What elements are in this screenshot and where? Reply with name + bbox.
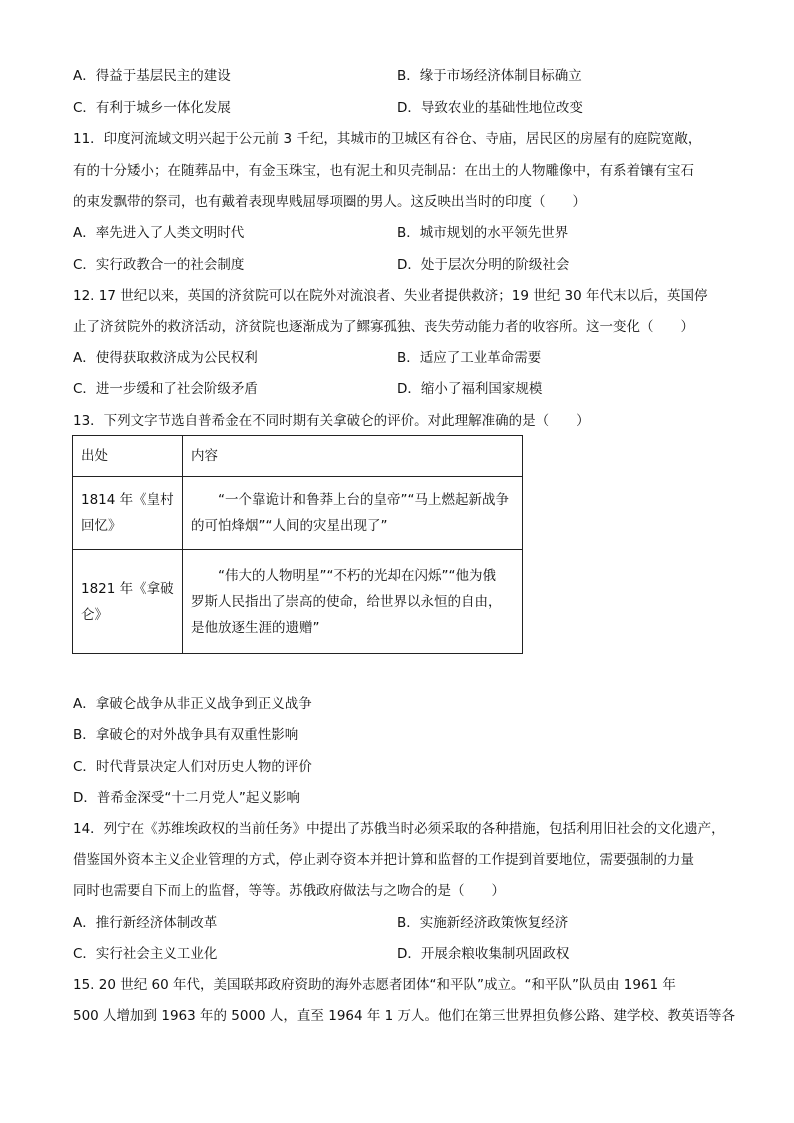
q13-row1-content-line-1: “一个靠诡计和鲁莽上台的皇帝”“马上燃起新战争 [218, 492, 509, 508]
q13-option-a: A．拿破仑战争从非正义战争到正义战争 [73, 696, 312, 712]
q12-option-d: D．缩小了福利国家规模 [397, 381, 543, 397]
q13-option-c: C．时代背景决定人们对历史人物的评价 [73, 759, 312, 775]
q11-stem-line-3: 的束发飘带的祭司，也有戴着表现卑贱屈辱项圈的男人。这反映出当时的印度（ ） [73, 194, 586, 210]
q13-option-d: D．普希金深受“十二月党人”起义影响 [73, 790, 300, 806]
q13-row2-source-line-2: 仑》 [81, 606, 108, 623]
q10-option-d: D．导致农业的基础性地位改变 [397, 100, 583, 116]
q13-row1-source [73, 477, 183, 550]
q13-stem: 13．下列文字节选自普希金在不同时期有关拿破仑的评价。对此理解准确的是（ ） [73, 413, 590, 429]
q12-stem-line-2: 止了济贫院外的救济活动，济贫院也逐渐成为了鳏寡孤独、丧失劳动能力者的收容所。这一变化（ ） [73, 319, 694, 335]
q14-stem-line-1: 14．列宁在《苏维埃政权的当前任务》中提出了苏俄当时必须采取的各种措施，包括利用旧社会的文化遗产， [73, 821, 725, 837]
q12-option-c: C．进一步缓和了社会阶级矛盾 [73, 381, 258, 397]
q14-stem-line-3: 同时也需要自下而上的监督，等等。苏俄政府做法与之吻合的是（ ） [73, 883, 505, 899]
q12-option-a: A．使得获取救济成为公民权利 [73, 350, 258, 366]
q11-stem-line-2: 有的十分矮小；在随葬品中，有金玉珠宝，也有泥土和贝壳制品：在出土的人物雕像中，有系着镶有宝石 [73, 163, 694, 179]
q11-option-d: D．处于层次分明的阶级社会 [397, 257, 570, 273]
q13-table [72, 435, 523, 654]
q10-option-a: A．得益于基层民主的建设 [73, 68, 231, 84]
table-row [73, 477, 523, 550]
q13-row2-source [73, 550, 183, 654]
q13-row1-source-line-2: 回忆》 [81, 518, 122, 534]
q13-option-b: B．拿破仑的对外战争具有双重性影响 [73, 727, 299, 743]
q14-option-d: D．开展余粮收集制巩固政权 [397, 946, 570, 962]
q10-option-c: C．有利于城乡一体化发展 [73, 100, 231, 116]
q13-row2-content-line-2: 罗斯人民指出了崇高的使命，给世界以永恒的自由， [191, 593, 502, 610]
q12-stem-line-1: 12. 17 世纪以来，英国的济贫院可以在院外对流浪者、失业者提供救济；19 世纪 30 年代末以后，英国停 [73, 288, 708, 304]
q11-stem-line-1: 11．印度河流域文明兴起于公元前 3 千纪，其城市的卫城区有谷仓、寺庙，居民区的房屋有的庭院宽敞， [73, 131, 702, 147]
q10-option-b: B．缘于市场经济体制目标确立 [397, 68, 582, 84]
q13-row1-content-line-2: 的可怕烽烟”“人间的灾星出现了” [191, 518, 388, 534]
q14-stem-line-2: 借鉴国外资本主义企业管理的方式，停止剥夺资本并把计算和监督的工作提到首要地位，需要强制的力量 [73, 852, 694, 868]
q14-option-c: C．实行社会主义工业化 [73, 946, 218, 962]
q13-row2-content [183, 550, 523, 654]
q11-option-b: B．城市规划的水平领先世界 [397, 225, 569, 241]
table-row [73, 550, 523, 654]
q15-stem-line-1: 15. 20 世纪 60 年代，美国联邦政府资助的海外志愿者团体“和平队”成立。“和平队”队员由 1961 年 [73, 977, 676, 993]
q11-option-a: A．率先进入了人类文明时代 [73, 225, 245, 241]
q13-row2-content-line-1: “伟大的人物明星”“不朽的光却在闪烁”“他为俄 [218, 567, 496, 584]
q15-stem-line-2: 500 人增加到 1963 年的 5000 人，直至 1964 年 1 万人。他们在第三世界担负修公路、建学校、教英语等各 [73, 1008, 736, 1024]
q13-table-header-row [73, 436, 523, 477]
q13-row2-source-line-1: 1821 年《拿破 [81, 580, 174, 597]
q11-option-c: C．实行政教合一的社会制度 [73, 257, 245, 273]
q12-option-b: B．适应了工业革命需要 [397, 350, 542, 366]
q14-option-b: B．实施新经济政策恢复经济 [397, 915, 569, 931]
q13-header-content: 内容 [183, 436, 523, 477]
q13-row1-source-line-1: 1814 年《皇村 [81, 492, 174, 508]
q13-row2-content-line-3: 是他放逐生涯的遗赠” [191, 619, 320, 636]
q13-row1-content [183, 477, 523, 550]
q13-header-source: 出处 [73, 436, 183, 477]
q14-option-a: A．推行新经济体制改革 [73, 915, 218, 931]
